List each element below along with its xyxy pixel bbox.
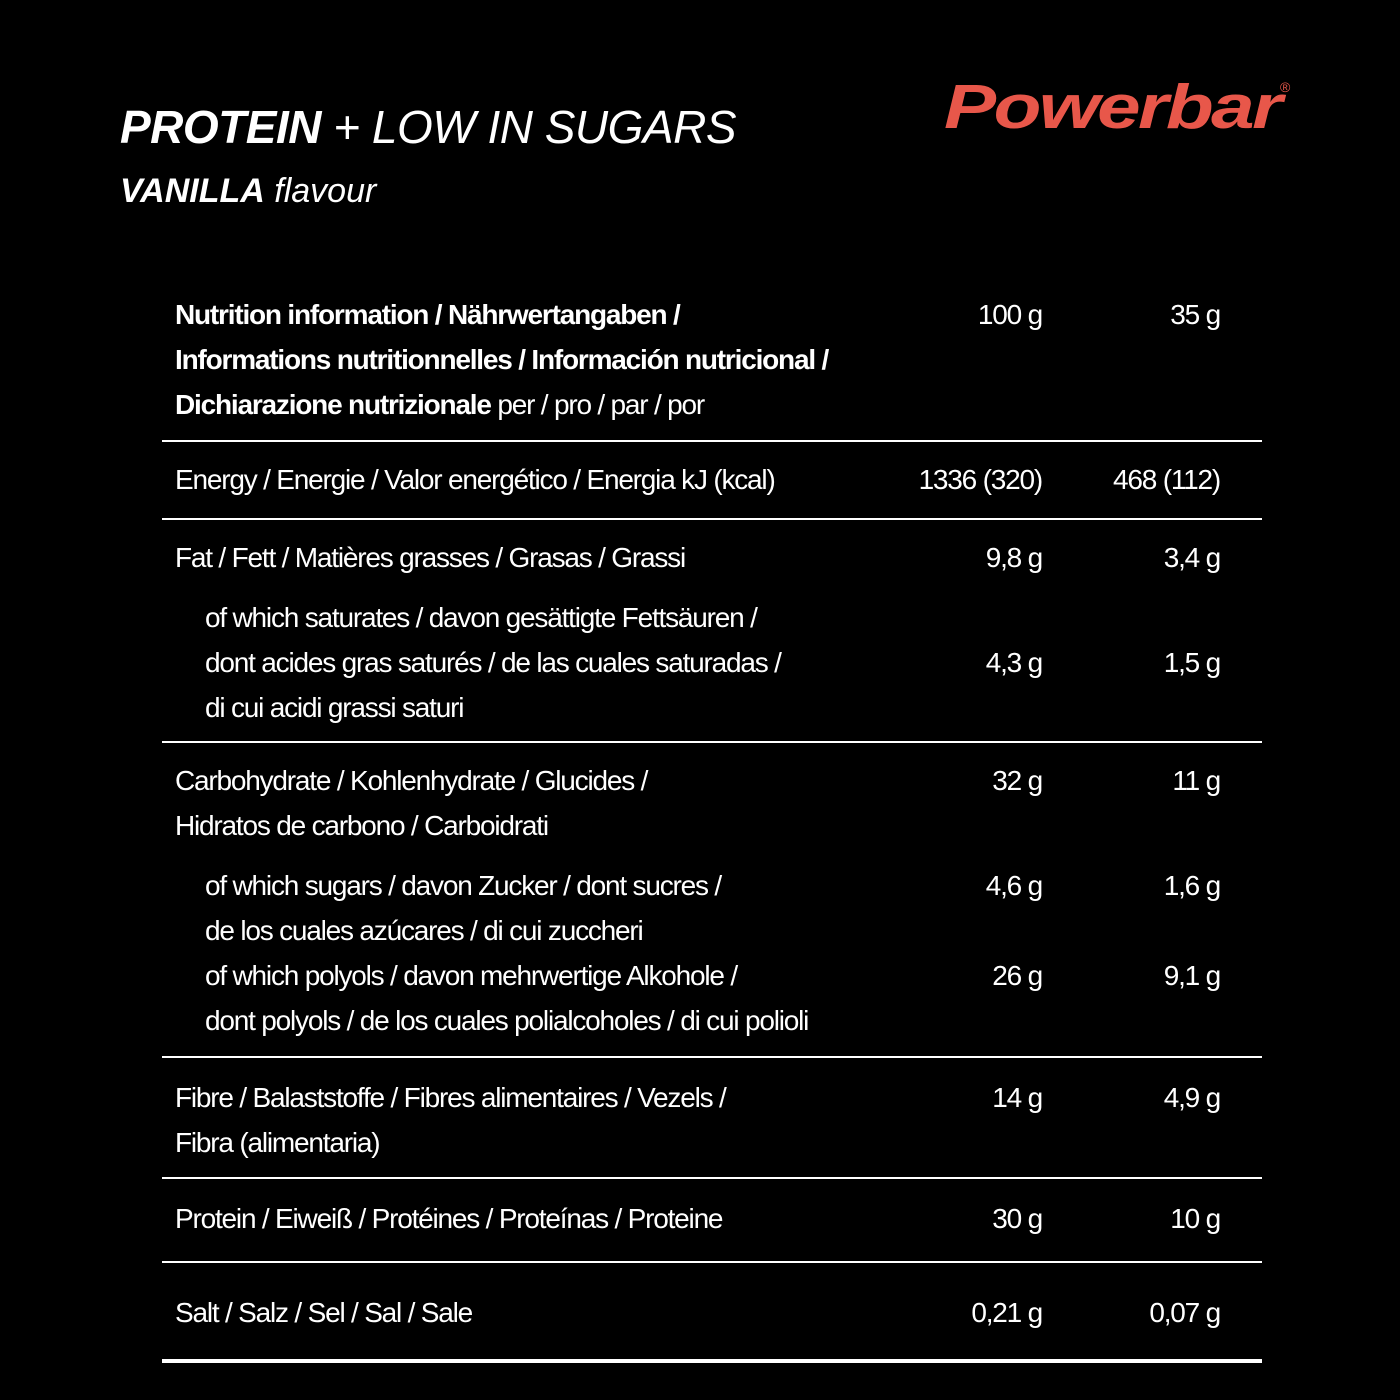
header-line [162, 292, 1262, 337]
salt-35g: 0,07 g [1149, 1297, 1220, 1328]
sugars-35g: 1,6 g [1163, 870, 1220, 901]
header-line [162, 382, 1262, 427]
sugars-label-1: of which sugars / davon Zucker / dont sucres / [205, 870, 721, 901]
table-row-carbohydrate [162, 743, 1262, 1058]
fibre-line [162, 1120, 1262, 1165]
polyols-label-2: dont polyols / de los cuales polialcoholes / di cui polioli [205, 1005, 809, 1036]
protein-100g: 30 g [992, 1203, 1042, 1234]
table-row-salt [162, 1263, 1262, 1363]
header-line1: Nutrition information / Nährwertangaben / [175, 299, 680, 330]
header-line2: Informations nutritionnelles / Información nutricional / [175, 344, 829, 375]
sugars-100g: 4,6 g [985, 870, 1042, 901]
product-title [120, 100, 736, 154]
energy-100g: 1336 (320) [918, 464, 1042, 495]
sugars-label-2: de los cuales azúcares / di cui zuccheri [205, 915, 643, 946]
fat-label: Fat / Fett / Matières grasses / Grasas / Grassi [175, 542, 685, 573]
fat-35g: 3,4 g [1163, 542, 1220, 573]
brand-name: Powerbar [944, 73, 1287, 142]
carbohydrate-label-2: Hidratos de carbono / Carboidrati [175, 810, 548, 841]
protein-label: Protein / Eiweiß / Protéines / Proteínas / Proteine [175, 1203, 723, 1234]
fibre-label-1: Fibre / Balaststoffe / Fibres alimentaires / Vezels / [175, 1082, 726, 1113]
title-rest: + LOW IN SUGARS [320, 101, 736, 153]
salt-100g: 0,21 g [971, 1297, 1042, 1328]
title-bold: PROTEIN [120, 101, 321, 153]
carbohydrate-35g: 11 g [1172, 765, 1220, 796]
fat-100g: 9,8 g [985, 542, 1042, 573]
saturates-label-3: di cui acidi grassi saturi [205, 692, 464, 723]
saturates-line [162, 595, 1262, 640]
flavour-bold: VANILLA [120, 172, 265, 210]
table-header [162, 292, 1262, 442]
header-line [162, 337, 1262, 382]
registered-mark: ® [1280, 79, 1291, 95]
flavour-label [120, 172, 376, 211]
carbohydrate-100g: 32 g [992, 765, 1042, 796]
sugars-line [162, 863, 1262, 908]
powerbar-logo [940, 70, 1300, 150]
fibre-100g: 14 g [992, 1082, 1042, 1113]
salt-label: Salt / Salz / Sel / Sal / Sale [175, 1297, 473, 1328]
fibre-line [162, 1075, 1262, 1120]
table-row-fibre [162, 1058, 1262, 1179]
polyols-line [162, 998, 1262, 1043]
polyols-line [162, 953, 1262, 998]
fibre-35g: 4,9 g [1163, 1082, 1220, 1113]
carbohydrate-label-1: Carbohydrate / Kohlenhydrate / Glucides / [175, 765, 648, 796]
table-row-energy [162, 442, 1262, 520]
saturates-35g: 1,5 g [1163, 647, 1220, 678]
table-row-fat [162, 520, 1262, 743]
energy-35g: 468 (112) [1113, 464, 1220, 495]
saturates-label-1: of which saturates / davon gesättigte Fettsäuren / [205, 602, 757, 633]
fibre-label-2: Fibra (alimentaria) [175, 1127, 380, 1158]
nutrition-table [162, 292, 1262, 1363]
salt-line [162, 1290, 1262, 1335]
table-row-protein [162, 1179, 1262, 1263]
sugars-line [162, 908, 1262, 953]
carbohydrate-line [162, 803, 1262, 848]
flavour-rest: flavour [264, 172, 377, 210]
header-line3-bold: Dichiarazione nutrizionale [175, 389, 491, 420]
column-35g: 35 g [1170, 299, 1220, 330]
protein-35g: 10 g [1170, 1203, 1220, 1234]
saturates-label-2: dont acides gras saturés / de las cuales saturadas / [205, 647, 781, 678]
fat-line [162, 535, 1262, 580]
polyols-label-1: of which polyols / davon mehrwertige Alkohole / [205, 960, 737, 991]
polyols-35g: 9,1 g [1163, 960, 1220, 991]
header-line3-rest: per / pro / par / por [490, 389, 705, 420]
polyols-100g: 26 g [992, 960, 1042, 991]
saturates-100g: 4,3 g [985, 647, 1042, 678]
column-100g: 100 g [977, 299, 1042, 330]
carbohydrate-line [162, 758, 1262, 803]
energy-label: Energy / Energie / Valor energético / Energia kJ (kcal) [175, 464, 775, 495]
saturates-line [162, 640, 1262, 685]
saturates-line [162, 685, 1262, 730]
protein-line [162, 1196, 1262, 1241]
energy-line [162, 457, 1262, 502]
